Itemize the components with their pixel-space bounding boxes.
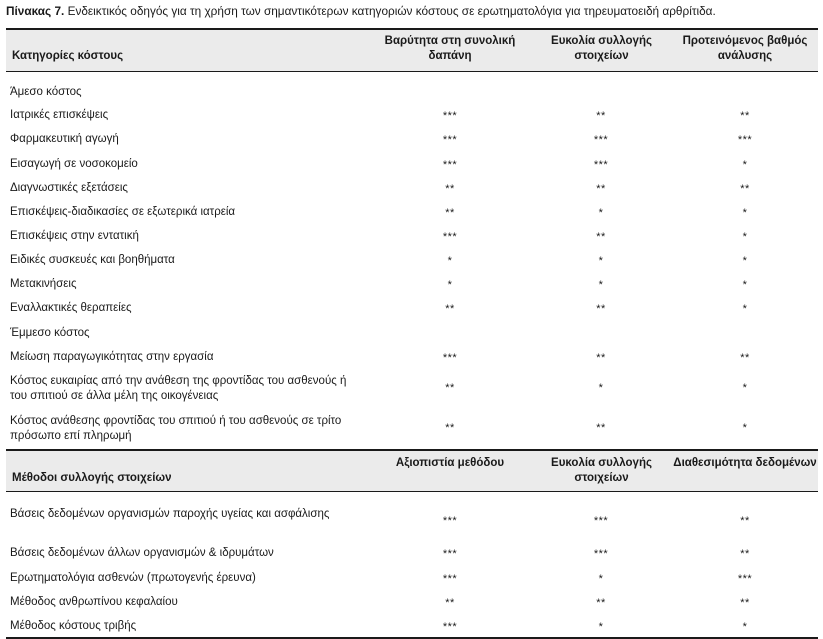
table-row	[6, 350, 818, 366]
table-row	[6, 157, 818, 173]
row-label: Ιατρικές επισκέψεις	[10, 109, 109, 121]
row-label: Μέθοδος κόστους τριβής	[10, 620, 137, 632]
header2-bottom-rule	[6, 491, 818, 492]
rating-stars: ***	[737, 134, 753, 146]
table-caption	[6, 3, 818, 20]
rating-stars: *	[742, 303, 748, 315]
rating-stars: **	[596, 422, 606, 434]
row-label: Επισκέψεις στην εντατική	[10, 230, 139, 242]
rating-stars: ***	[442, 159, 458, 171]
table-row	[6, 595, 818, 611]
rating-stars: *	[742, 231, 748, 243]
table-row	[6, 253, 818, 269]
header-reliability: Αξιοπιστία μεθόδου	[395, 457, 505, 469]
row-label: Έμμεσο κόστος	[10, 327, 90, 339]
rating-stars: *	[598, 255, 604, 267]
row-label: Άμεσο κόστος	[10, 86, 82, 98]
rating-stars: **	[740, 597, 750, 609]
row-label: Μέθοδος ανθρωπίνου κεφαλαίου	[10, 596, 178, 608]
row-label: Διαγνωστικές εξετάσεις	[10, 182, 128, 194]
row-label: Μείωση παραγωγικότητας στην εργασία	[10, 351, 214, 363]
row-label: Ερωτηματολόγια ασθενών (πρωτογενής έρευνα)	[10, 572, 256, 584]
rating-stars: *	[742, 621, 748, 633]
header-section2	[6, 451, 818, 491]
rating-stars: **	[596, 110, 606, 122]
table-row	[6, 181, 818, 197]
rating-stars: **	[445, 382, 455, 394]
row-label: Κόστος ανάθεσης φροντίδας του σπιτιού ή του ασθενούς σε τρίτο πρόσωπο επί πληρωμή	[10, 415, 342, 442]
row-label: Μετακινήσεις	[10, 278, 77, 290]
rating-stars: **	[740, 548, 750, 560]
rating-stars: ***	[737, 573, 753, 585]
rating-stars: *	[742, 279, 748, 291]
header1-bottom-rule	[6, 71, 818, 72]
rating-stars: ***	[442, 134, 458, 146]
rating-stars: ***	[593, 548, 609, 560]
rating-stars: **	[596, 231, 606, 243]
rating-stars: **	[740, 110, 750, 122]
rating-stars: ***	[442, 621, 458, 633]
rating-stars: **	[445, 303, 455, 315]
row-label: Ειδικές συσκευές και βοηθήματα	[10, 254, 175, 266]
table-row	[6, 374, 818, 404]
table-row	[6, 507, 818, 537]
table-row	[6, 132, 818, 148]
table-row	[6, 229, 818, 245]
table-row	[6, 619, 818, 635]
rating-stars: ***	[593, 515, 609, 527]
rating-stars: *	[598, 279, 604, 291]
rating-stars: *	[742, 159, 748, 171]
rating-stars: *	[742, 382, 748, 394]
rating-stars: **	[740, 352, 750, 364]
rating-stars: **	[445, 422, 455, 434]
header-ease-collection: Ευκολία συλλογής στοιχείων	[551, 35, 652, 62]
rating-stars: *	[598, 207, 604, 219]
caption-text: Ενδεικτικός οδηγός για τη χρήση των σημαντικότερων κατηγοριών κόστους σε ερωτηματολόγια για τηρευματοειδή αρθρίτιδα.	[64, 4, 716, 18]
rating-stars: *	[598, 621, 604, 633]
rating-stars: ***	[442, 231, 458, 243]
rating-stars: *	[598, 573, 604, 585]
table-row	[6, 85, 818, 101]
table-row	[6, 277, 818, 293]
row-label: Κόστος ευκαιρίας από την ανάθεση της φροντίδας του ασθενούς ή του σπιτιού σε άλλα μέλη της οικογένειας	[10, 375, 347, 402]
row-label: Βάσεις δεδομένων οργανισμών παροχής υγείας και ασφάλισης	[10, 508, 330, 520]
rating-stars: **	[596, 183, 606, 195]
header-data-methods: Μέθοδοι συλλογής στοιχείων	[12, 472, 172, 484]
rating-stars: ***	[442, 548, 458, 560]
row-label: Επισκέψεις-διαδικασίες σε εξωτερικά ιατρεία	[10, 206, 236, 218]
rating-stars: *	[742, 207, 748, 219]
rating-stars: ***	[442, 515, 458, 527]
rating-stars: **	[740, 183, 750, 195]
rating-stars: *	[598, 382, 604, 394]
table-row	[6, 571, 818, 587]
row-label: Εισαγωγή σε νοσοκομείο	[10, 158, 138, 170]
caption-number: Πίνακας 7.	[6, 4, 65, 18]
rating-stars: *	[742, 255, 748, 267]
rating-stars: *	[447, 279, 453, 291]
table-row	[6, 108, 818, 124]
header-analysis-level: Προτεινόμενος βαθμός ανάλυσης	[682, 35, 808, 62]
table-row	[6, 414, 818, 444]
table-row	[6, 546, 818, 562]
header-cost-categories: Κατηγορίες κόστους	[12, 50, 124, 62]
rating-stars: ***	[442, 352, 458, 364]
rating-stars: **	[596, 597, 606, 609]
rating-stars: ***	[442, 110, 458, 122]
header-weight-total: Βαρύτητα στη συνολική δαπάνη	[384, 35, 516, 62]
rating-stars: **	[596, 303, 606, 315]
header-section1	[6, 30, 818, 71]
table-row	[6, 326, 818, 342]
header-ease-collection-2: Ευκολία συλλογής στοιχείων	[551, 457, 652, 484]
rating-stars: *	[447, 255, 453, 267]
rating-stars: **	[740, 515, 750, 527]
row-label: Βάσεις δεδομένων άλλων οργανισμών & ιδρυμάτων	[10, 547, 274, 559]
row-label: Φαρμακευτική αγωγή	[10, 133, 119, 145]
rating-stars: ***	[442, 573, 458, 585]
rating-stars: **	[445, 597, 455, 609]
rating-stars: **	[445, 207, 455, 219]
row-label: Εναλλακτικές θεραπείες	[10, 302, 132, 314]
header-data-availability: Διαθεσιμότητα δεδομένων	[673, 457, 817, 469]
rating-stars: **	[445, 183, 455, 195]
rating-stars: ***	[593, 134, 609, 146]
rating-stars: **	[596, 352, 606, 364]
rating-stars: *	[742, 422, 748, 434]
table-row	[6, 301, 818, 317]
rating-stars: ***	[593, 159, 609, 171]
table-row	[6, 205, 818, 221]
